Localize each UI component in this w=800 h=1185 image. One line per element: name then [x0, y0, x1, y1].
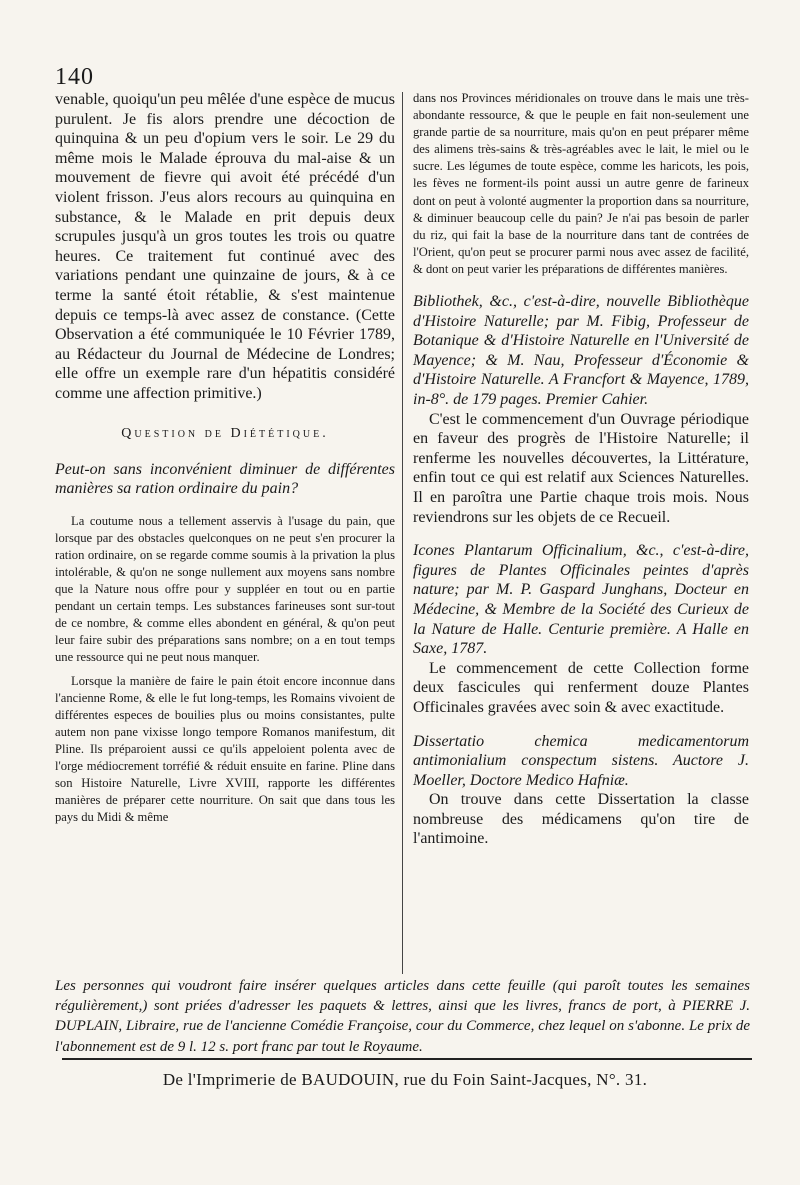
column-divider [402, 92, 403, 974]
review-title: Icones Plantarum Officinalium, &c., c'est-à-dire, figures de Plantes Officinales peintes d'après nature; par M. P. Gaspard Junghans, Docteur en Médecine, & Membre de la Société des Curieux de la Nature de Halle. Centurie première. A Halle en Saxe, 1787. [413, 542, 749, 658]
subscription-notice: Les personnes qui voudront faire insérer quelques articles dans cette feuille (qui paroît toutes les semaines régulièrement,) sont priées d'adresser les paquets & lettres, ainsi que les livres, francs de port, à PIERRE J. DUPLAIN, Libraire, rue de l'ancienne Comédie Françoise, cour du Commerce, chez lequel on s'abonne. Le prix de l'abonnement est de 9 l. 12 s. port franc par tout le Royaume. [55, 978, 750, 1055]
review-body: Le commencement de cette Collection forme deux fascicules qui renferment douze Plantes Officinales gravées avec soin & avec exactitude. [413, 659, 749, 716]
printer-imprint: De l'Imprimerie de BAUDOUIN, rue du Foin Saint-Jacques, N°. 31. [162, 1070, 648, 1089]
section-heading: Question de Diététique. [121, 425, 329, 441]
right-column [413, 90, 749, 849]
case-report-paragraph: venable, quoiqu'un peu mêlée d'une espèce de mucus purulent. Je fis alors prendre une décoction de quinquina & un peu d'opium vers le soir. Le 29 du même mois le Malade éprouva du mal-aise & un mouvement de fievre qui avoit été précédé d'un violent frisson. J'eus alors recours au quinquina en substance, & le Malade en prit depuis deux scrupules jusqu'à un gros toutes les trois ou quatre heures. Ce traitement fut continué avec des variations pendant une quinzaine de jours, & à ce terme la santé étoit rétablie, & s'est maintenue depuis ce temps-là avec assez de constance. (Cette Observation a été communiquée le 10 Février 1789, au Rédacteur du Journal de Médecine de Londres; elle offre un exemple rare d'un hépatitis considéré comme une affection primitive.) [55, 91, 395, 402]
continuation-paragraph: dans nos Provinces méridionales on trouve dans le mais une très-abondante ressource, & que le peuple en fait non-seulement une grande partie de sa nourriture, mais qu'on en peut préparer même des alimens très-sains & très-agréables avec le lait, le miel ou le sucre. Les légumes de toute espèce, comme les haricots, les pois, les fèves ne forment-ils point aussi un autre genre de farineux dont on peut à volonté augmenter la proportion dans sa nourriture, & diminuer beaucoup celle du pain? Je n'ai pas besoin de parler du riz, qui fait la base de la nourriture dans tant de contrées de l'Orient, qu'on peut se procurer parmi nous avec assez de facilité, & dont on peut varier les préparations de différentes manières. [413, 91, 749, 276]
review-title: Bibliothek, &c., c'est-à-dire, nouvelle Bibliothèque d'Histoire Naturelle; par M. Fibig, Professeur de Botanique & d'Histoire Naturelle en l'Université de Mayence; & M. Nau, Professeur d'Économie & d'Histoire Naturelle. A Francfort & Mayence, 1789, in-8°. de 179 pages. Premier Cahier. [413, 293, 749, 408]
left-column [55, 90, 395, 826]
question-text: Peut-on sans inconvénient diminuer de différentes manières sa ration ordinaire du pain? [55, 460, 395, 498]
footer-rule [62, 1058, 752, 1060]
review-title: Dissertatio chemica medicamentorum antimonialium conspectum sistens. Auctore J. Moeller, Doctore Medico Hafniæ. [413, 732, 749, 789]
review-body: On trouve dans cette Dissertation la classe nombreuse des médicamens qu'on tire de l'antimoine. [413, 791, 749, 848]
answer-paragraph: Lorsque la manière de faire le pain étoit encore inconnue dans l'ancienne Rome, & elle le fut long-temps, les Romains vivoient de différentes especes de bouilies plus ou moins consistantes, pulte autem non pane vixisse longo tempore Romanos manifestum, dit Pline. Ils préparoient aussi ce qu'ils appeloient polenta avec de l'orge médiocrement torréfié & réduit ensuite en farine. Pline dans son Histoire Naturelle, Livre XVIII, rapporte les différentes manières de préparer cette nourriture. On sait que dans tous les pays du Midi & même [55, 673, 395, 825]
answer-paragraph: La coutume nous a tellement asservis à l'usage du pain, que lorsque par des obstacles quelconques on ne peut s'en procurer la ration ordinaire, on se regarde comme soumis à la privation la plus intolérable, & qu'on ne songe nullement aux moyens sans nombre que la Nature nous offre pour y suppléer en tout ou en partie pendant un certain temps. Les substances farineuses sont sur-tout de ce nombre, & comme elles abondent en général, & qu'on peut leur faire subir des préparations sans nombre; on a en tout temps une ressource qui ne peut nous manquer. [55, 513, 395, 665]
page-number: 140 [55, 64, 94, 90]
review-body: C'est le commencement d'un Ouvrage périodique en faveur des progrès de l'Histoire Naturelle; il renferme les nouvelles découvertes, la Littérature, enfin tout ce qui est relatif aux Sciences Naturelles. Il en paroîtra une Partie chaque trois mois. Nous reviendrons sur les objets de ce Recueil. [413, 410, 749, 526]
